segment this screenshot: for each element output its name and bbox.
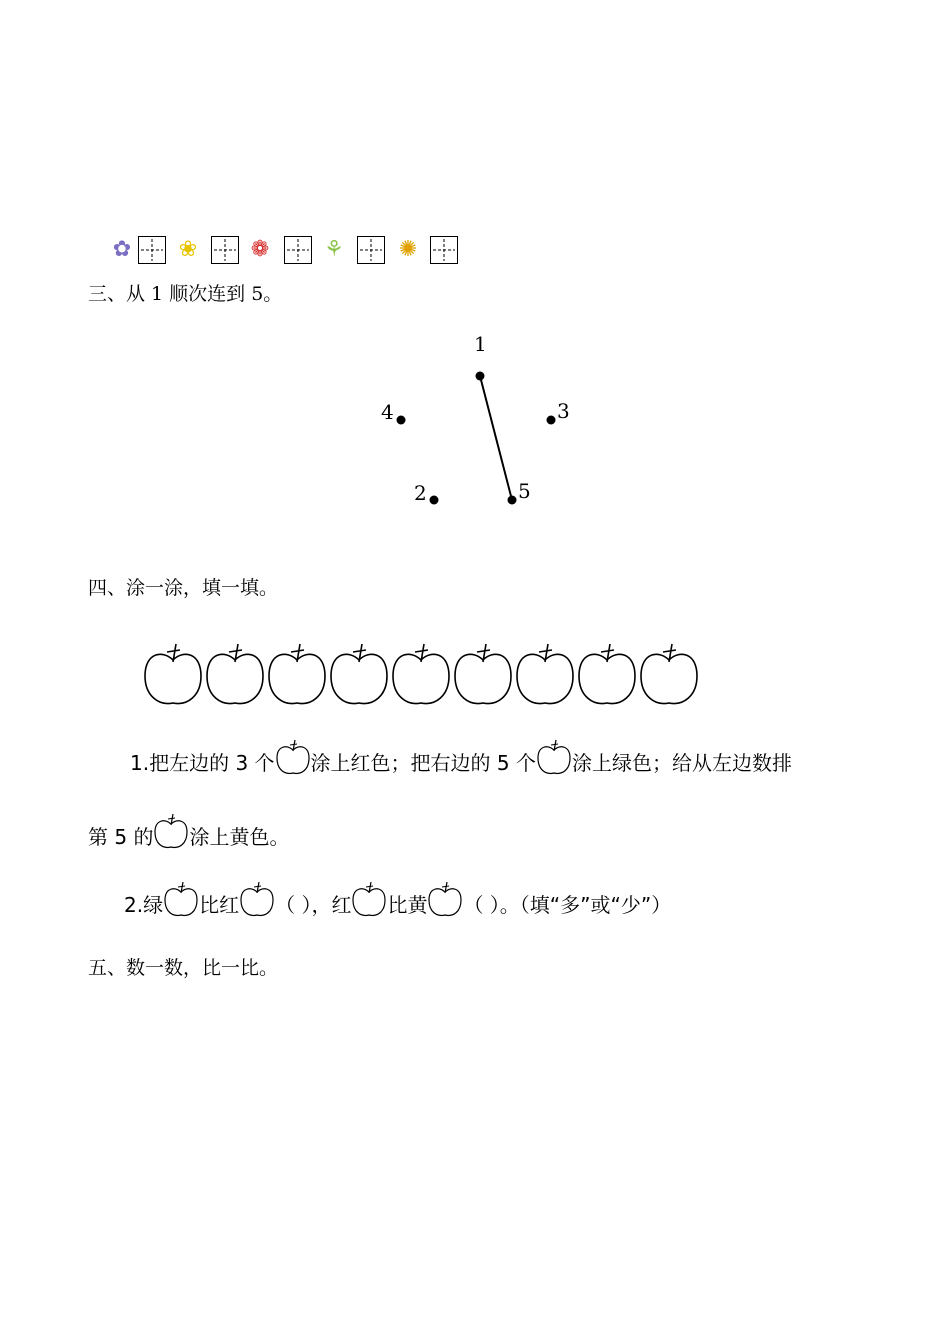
apple-icon[interactable] (452, 640, 514, 712)
apple-icon[interactable] (266, 640, 328, 712)
writing-grid-2[interactable] (211, 236, 239, 264)
question-1-line-2 (88, 812, 289, 855)
dot-2[interactable] (430, 496, 439, 505)
question-2 (124, 880, 671, 923)
dot-label-4: 4 (381, 400, 394, 424)
q2-text-part2: 比红 (199, 893, 240, 917)
q2-text-part1: 2.绿 (124, 893, 164, 917)
dot-label-1: 1 (474, 332, 487, 356)
section4-title: 四、涂一涂，填一填。 (88, 577, 279, 599)
apple-icon[interactable] (328, 640, 390, 712)
q1-line2-part2: 涂上黄色。 (189, 825, 290, 849)
flower-grid-row (108, 236, 468, 266)
red-flower-icon: ❁ (250, 237, 270, 262)
apple-icon[interactable] (390, 640, 452, 712)
q1-text-part3: 涂上绿色；给从左边数排 (571, 751, 792, 775)
dot-5[interactable] (508, 496, 517, 505)
apple-icon[interactable] (204, 640, 266, 712)
dot-3[interactable] (547, 416, 556, 425)
section5-title: 五、数一数，比一比。 (88, 957, 279, 979)
apple-icon (239, 880, 275, 923)
connection-line-1-5 (480, 376, 512, 500)
apple-icon (153, 812, 189, 855)
question-1-line-1 (130, 738, 792, 781)
writing-grid-5[interactable] (430, 236, 458, 264)
apple-icon (427, 880, 463, 923)
writing-grid-3[interactable] (284, 236, 312, 264)
writing-grid-1[interactable] (138, 236, 166, 264)
apple-icon (351, 880, 387, 923)
writing-grid-4[interactable] (357, 236, 385, 264)
apple-icon[interactable] (576, 640, 638, 712)
violet-flower-icon: ✿ (112, 237, 132, 262)
dot-label-3: 3 (557, 399, 570, 423)
apple-icon[interactable] (142, 640, 204, 712)
dot-label-2: 2 (414, 481, 427, 505)
apple-icon[interactable] (638, 640, 700, 712)
q1-text-part2: 涂上红色；把右边的 5 个 (310, 751, 536, 775)
sunflower-icon: ✺ (398, 237, 418, 262)
q2-text-part5: （ ）。（填“多”或“少”） (463, 893, 672, 917)
dot-1[interactable] (476, 372, 485, 381)
apple-icon (536, 738, 572, 781)
q1-text-part1: 1.把左边的 3 个 (130, 751, 275, 775)
yellow-flower-icon: ❀ (178, 237, 198, 262)
connect-dots-diagram (370, 330, 570, 520)
apple-icon[interactable] (514, 640, 576, 712)
q2-text-part4: 比黄 (387, 893, 428, 917)
dot-label-5: 5 (518, 479, 531, 503)
dot-4[interactable] (397, 416, 406, 425)
q1-line2-part1: 第 5 的 (88, 825, 154, 849)
tulip-flower-icon: ⚘ (324, 237, 344, 262)
q2-text-part3: （ ），红 (275, 893, 352, 917)
apple-row (142, 640, 702, 710)
apple-icon (163, 880, 199, 923)
apple-icon (275, 738, 311, 781)
section3-title: 三、从 1 顺次连到 5。 (88, 283, 283, 305)
